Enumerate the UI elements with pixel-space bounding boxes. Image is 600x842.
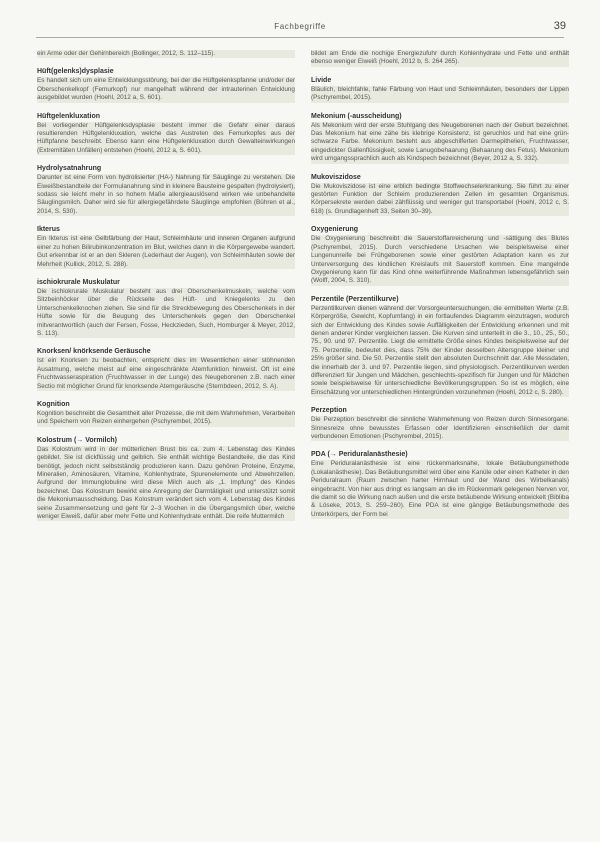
entry-definition: Die Mukoviszidose ist eine erblich bedingte Stoffwechselerkrankung. Sie führt zu einer gestörten Funktion der Schleim produzierenden Zellen im gesamten Organismus. Körpersekrete werden dabei zähflüssig und weniger gut transportabel (Hoehl, 2012 c, S. 618) (s. Grundlagenheft 33, Seiten 30–39). [311, 182, 569, 215]
entry-term: Perzentile (Perzentilkurve) [311, 295, 399, 303]
glossary-entry [37, 112, 295, 156]
glossary-entry [37, 436, 295, 522]
entry-definition: Bläulich, bleichfahle, fahle Färbung von Haut und Schleimhäuten, besonders der Lippen (Pschyrembel, 2015). [311, 85, 569, 102]
entry-definition: Perzentilkurven dienen während der Vorsorgeuntersuchungen, die ermittelten Werte (z.B. Körpergröße, Gewicht, Kopfumfang) in ein fortlaufendes Diagramm einzutragen, wodurch sich der Entwicklung des Kindes sowie Auffälligkeiten der Entwicklung erkennen und mit denen anderer Kinder vergleichen lassen. Die Kurven sind unterteilt in die 3., 10., 25., 50., 75., 90. und 97. Perzentile. Liegt die ermittelte Größe eines Kindes beispielsweise auf der 75. Perzentile, bedeutet dies, dass 75% der Kinder desselben Altersgruppe kleiner und 25% größer sind. Die 50. Perzentile stellt den absoluten Durchschnitt dar. Alle Messdaten, die innerhalb der 3. und 97. Perzentile liegen, sind physiologisch. Perzentilkurven werden differenziert für Jungen und Mädchen, geschlechts-spezifisch für Jungen und für Mädchen sowie beispielsweise für unterschiedliche Bevölkerungsgruppen. So ist es möglich, eine Einschätzung vor unterschiedlichen Hintergründen vorzunehmen (Hoehl, 2012 c, S. 280). [311, 304, 569, 396]
entry-definition: Als Mekonium wird der erste Stuhlgang des Neugeborenen nach der Geburt bezeichnet. Das Mekonium hat eine zähe bis klebrige Konsistenz, ist geruchlos und hat eine grün-schwarze Farbe. Mekonium besteht aus abgeschilferten Darmepithelien, Fruchtwasser, eingedickter Gallenflüssigkeit, sowie Lanugobehaarung (Behaarung des Fetus). Mekonium wird umgangssprachlich auch als Kindspech bezeichnet (Beyer, 2012 a, S. 332). [311, 121, 569, 163]
glossary-entry [37, 400, 295, 427]
glossary-entry [311, 450, 569, 519]
header-rule [36, 37, 564, 38]
entry-term: PDA (→ Periduralanästhesie) [311, 451, 408, 459]
page-header [0, 22, 600, 36]
entry-definition: bildet am Ende die nochige Energiezufuhr durch Kohlenhydrate und Fette und enthält ebenso weniger Eiweiß (Hoehl, 2012 b, S. 264 265). [311, 50, 569, 66]
entry-term: Knorksen/ knörksende Geräusche [37, 348, 151, 356]
entry-definition: Bei vorliegender Hüftgelenksdysplasie besteht immer die Gefahr einer daraus resultierenden Hüftgelenkluxation, welche das Austreten des Femurkopfes aus der Hüftpfanne beschreibt. Ebenso kann eine Hüftgelenkluxation durch Gewalteinwirkungen (Extremitäten Unfällen) entstehen (Hoehl, 2012 a, S. 601). [37, 121, 295, 154]
glossary-entry [311, 295, 569, 397]
entry-definition: Kognition beschreibt die Gesamtheit aller Prozesse, die mit dem Wahrnehmen, Verarbeiten und Speichern von Reizen einhergehen (Pschyrembel, 2015). [37, 409, 295, 426]
left-column [37, 50, 295, 830]
entry-term: Mukoviszidose [311, 173, 361, 181]
glossary-columns [37, 50, 569, 830]
glossary-entry [37, 67, 295, 102]
entry-definition: Eine Periduralanästhesie ist eine rückenmarksnahe, lokale Betäubungsmethode (Lokalanästhesie). Das Betäubungsmittel wird über eine Kanüle oder einen Katheter in den Periduralraum (Raum zwischen harter Hirnhaut und der Wand des Wirbelkanals) eingebracht. Von hier aus dringt es langsam an die im Rückenmark gelegenen Nerven vor, die damit so die Wirkung nach außen und die erste betäubende Wirkung entwickelt (Bibliba & Löseke, 2013, S. 259–260). Eine PDA ist eine gängige Betäubungsmethode des Unterkörpers, der Form bei [311, 460, 569, 518]
glossary-entry [311, 112, 569, 164]
entry-definition: Die ischiokrurale Muskulatur besteht aus drei Oberschenkelmuskeln, welche vom Sitzbeinhöcker über die Rückseite des Hüft- und Kniegelenks zu den Unterschenkelknochen ziehen. Sie sind für die Streckbewegung des Oberschenkels in der Hüfte sowie für die Beugung des Unterschenkels gegen den Oberschenkel mitverantwortlich (auch der Fersen, Fosse, Heckzieden, Such, Homburger & Meyer, 2012, S. 113). [37, 287, 295, 337]
glossary-entry [311, 173, 569, 217]
running-head: Fachbegriffe [274, 22, 326, 31]
entry-term: Hydrolysatnahrung [37, 165, 102, 173]
glossary-entry [37, 347, 295, 391]
entry-definition: Darunter ist eine Form von hydrolisierter (HA-) Nahrung für Säuglinge zu verstehen. Die Eiweißbestandteile der Formulanahrung sind in kleinere Bausteine gespalten (hydrolysiert), sodass sie leicht mehr in so hohem Maße allergieauslösend wirken wie unbehandelte Säuglingsmilch. Daher wird sie für allergiegefährdete Säuglinge empfohlen (Bühren et al., 2014, S. 530). [37, 174, 295, 215]
glossary-entry [37, 50, 295, 58]
entry-definition: Es handelt sich um eine Entwicklungsstörung, bei der die Hüftgelenkspfanne und/oder der Oberschenkelkopf (Femurkopf) nur mangelhaft während der intrauterinen Entwicklung ausgebildet wurden (Hoehl, 2012 a, S. 601). [37, 77, 295, 102]
glossary-entry [37, 225, 295, 269]
entry-definition: Ist ein Knorksen zu beobachten, entspricht dies im Wesentlichen einer stöhnenden Ausatmung, welche meist auf eine eingeschränkte Atemfunktion hinweist. Oft ist eine Fruchtwasseraspiration (Fruchtwasser in der Lunge) des Neugeborenen z.B. nach einer Sectio mit möglicher Grund für knorksende Atemgeräusche (Sternbdeen, 2012, S. A). [37, 357, 295, 390]
entry-term: Perzeption [311, 407, 347, 415]
entry-term: ischiokrurale Muskulatur [37, 278, 120, 286]
entry-definition: Die Oxygenierung beschreibt die Sauerstoffanreicherung und -sättigung des Blutes (Pschyrembel, 2015). Durch verschiedene Ursachen wie beispielsweise einer Lungenunreife bei Frühgeborenen sowie einer gestörten Adaptation kann es zur Unterversorgung des kindlichen Kreislaufs mit Sauerstoff kommen. Eine mangelnde Oxygenierung kann für das Kind ohne weiterführende Maßnahmen lebensgefährlich sein (Wolff, 2004, S. 310). [311, 235, 569, 285]
entry-term: Kognition [37, 400, 70, 408]
glossary-entry [311, 50, 569, 67]
entry-term: Livide [311, 76, 332, 84]
glossary-entry [311, 225, 569, 285]
entry-term: Mekonium (-ausscheidung) [311, 112, 402, 120]
glossary-entry [311, 406, 569, 441]
entry-term: Ikterus [37, 226, 60, 234]
glossary-entry [311, 76, 569, 103]
page-number: 39 [553, 20, 566, 32]
entry-term: Oxygenierung [311, 226, 359, 234]
entry-term: Hüftgelenkluxation [37, 112, 101, 120]
entry-definition: Ein Ikterus ist eine Gelbfärbung der Haut, Schleimhäute und inneren Organen aufgrund einer zu hohen Bilirubinkonzentration im Blut, welches dann in die Körpergewebe wandert. Gut erkennbar ist er an den Skleren (Lederhaut der Augen), von Schleimhäuten sowie der Mehrheit (Kullick, 2012, S. 288). [37, 235, 295, 268]
entry-definition: Das Kolostrum wird in der mütterlichen Brust bis ca. zum 4. Lebenstag des Kindes gebildet. Sie ist dickflüssig und gelblich. Sie enthält wichtige Bestandteile, die das Kind benötigt, jedoch nicht selbstständig produzieren kann. Dazu gehören Proteine, Enzyme, Mineralien, Aminosäuren, Vitamine, Kohlenhydrate, Spurenelemente und Abwehrzellen. Aufgrund der Immunglobuline wird diese Milch auch als „1. Impfung“ des Kindes bezeichnet. Das Kolostrum bewirkt eine Anregung der Darmtätigkeit und unterstützt somit die Mekoniumausscheidung. Das Kolostrum verändert sich vom 4. Lebenstag des Kindes seine Zusammensetzung und geht für 2–3 Wochen in die Übergangsmilch über, welche weniger Eiweiß, dafür aber mehr Fette und Kohlenhydrate enthält. Die reife Muttermilch [37, 445, 295, 521]
right-column [311, 50, 569, 830]
entry-term: Kolostrum (→ Vormilch) [37, 436, 117, 444]
glossary-entry [37, 164, 295, 216]
entry-definition: Die Perzeption beschreibt die sinnliche Wahrnehmung von Reizen durch Sinnesorgane. Sinnesreize ohne bewusstes Erfassen oder Identifizieren einschließlich der damit verbundenen Emotionen (Pschyrembel, 2015). [311, 416, 569, 440]
glossary-entry [37, 278, 295, 338]
entry-definition: ein Arme oder der Gehirnbereich (Bollinger, 2012, S. 112–115). [37, 50, 295, 58]
entry-term: Hüft(gelenks)dysplasie [37, 68, 114, 76]
